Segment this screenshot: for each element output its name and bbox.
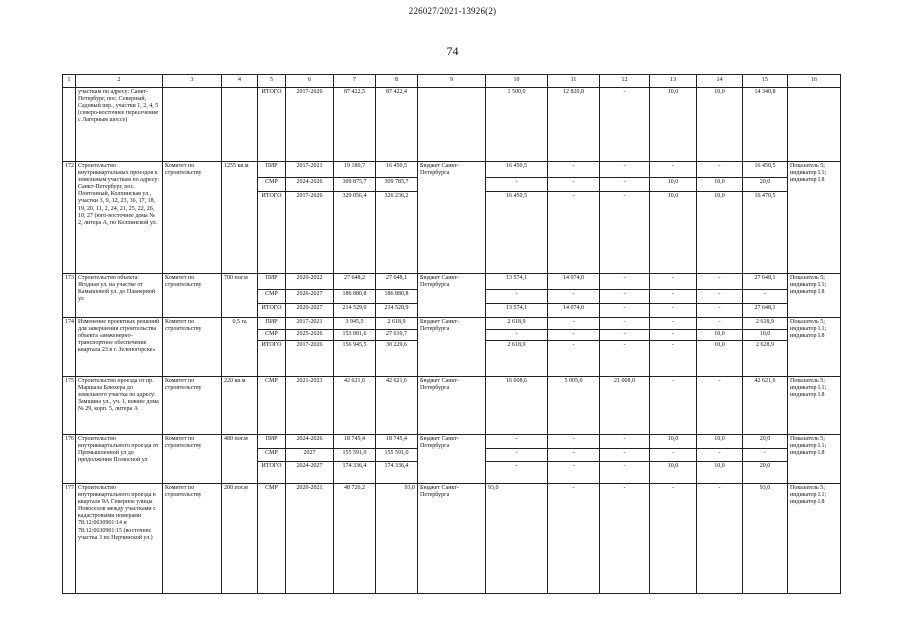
responsible-org: Комитет по строительству: [163, 435, 222, 484]
estimated-cost: 153 001,6: [334, 330, 376, 341]
cell-value: 10,0: [743, 330, 788, 341]
period: 2017-2026: [286, 88, 334, 162]
cell-value: 14 074,0: [548, 274, 600, 290]
cell-value: -: [650, 162, 697, 178]
funding-source: Бюджет Санкт-Петербурга: [418, 162, 486, 274]
cell-value: 20,0: [743, 435, 788, 449]
table-row: [63, 377, 841, 435]
funding-source: Бюджет Санкт-Петербурга: [418, 435, 486, 484]
program-table: [62, 74, 841, 594]
period: 2024-2026: [286, 435, 334, 449]
remaining-cost: 30 229,6: [376, 341, 418, 377]
cell-value: 10,0: [697, 341, 743, 377]
capacity: 1255 кв.м: [222, 162, 258, 274]
estimated-cost: 3 945,5: [334, 318, 376, 330]
period: 2024-2027: [286, 462, 334, 484]
cell-value: -: [697, 484, 743, 594]
indicator: Показатель 5; индикатор I.1; индикатор I.8: [788, 435, 841, 484]
funding-source: Бюджет Санкт-Петербурга: [418, 377, 486, 435]
period: 2026-2027: [286, 290, 334, 304]
indicator: Показатель 5; индикатор I.1; индикатор I.8: [788, 484, 841, 594]
row-number: 172: [63, 162, 76, 274]
remaining-cost: 309 785,7: [376, 178, 418, 192]
cell-value: -: [486, 435, 548, 449]
work-type: СМР: [258, 290, 286, 304]
remaining-cost: 174 336,4: [376, 462, 418, 484]
estimated-cost: 19 180,7: [334, 162, 376, 178]
estimated-cost: 48 726,2: [334, 484, 376, 594]
remaining-cost: 93,0: [376, 484, 418, 594]
cell-value: 10,0: [697, 192, 743, 274]
column-number: 11: [548, 75, 600, 88]
table-row: [63, 88, 841, 162]
period: 2024-2026: [286, 178, 334, 192]
work-type: ИТОГО: [258, 88, 286, 162]
period: 2021-2023: [286, 377, 334, 435]
column-number: 5: [258, 75, 286, 88]
column-number: 13: [650, 75, 697, 88]
work-type: ПИР: [258, 318, 286, 330]
cell-value: -: [600, 178, 650, 192]
remaining-cost: 186 880,8: [376, 290, 418, 304]
cell-value: -: [600, 274, 650, 290]
indicator: Показатель 5; индикатор I.1; индикатор I.8: [788, 318, 841, 377]
object-name: Строительство внутриквартального проезда в квартале 9А Северное улицы Новоселов между участками с кадастровыми номерами 78:12:0630901:14 и 78:12:0630901:15 (восточнее участка 3 по Нерчинской ул.): [76, 484, 163, 594]
estimated-cost: 18 745,4: [334, 435, 376, 449]
column-number: 16: [788, 75, 841, 88]
work-type: ИТОГО: [258, 341, 286, 377]
funding-source: Бюджет Санкт-Петербурга: [418, 274, 486, 318]
row-number: 175: [63, 377, 76, 435]
object-name: Строительство внутриквартального проезда от Промышленной ул до продолжения Полюсной ул: [76, 435, 163, 484]
responsible-org: Комитет по строительству: [163, 377, 222, 435]
table-row: [63, 435, 841, 449]
object-name: Строительство объекта: Ягодная ул. на участке от Камышовой ул. до Планерной ул: [76, 274, 163, 318]
column-number: 15: [743, 75, 788, 88]
period: 2020-2021: [286, 484, 334, 594]
estimated-cost: 174 336,4: [334, 462, 376, 484]
period: 2017-2021: [286, 318, 334, 330]
cell-value: -: [486, 330, 548, 341]
cell-value: 5 005,0: [548, 377, 600, 435]
cell-value: -: [650, 330, 697, 341]
cell-value: 2 618,9: [486, 318, 548, 330]
cell-value: -: [743, 449, 788, 462]
work-type: ПИР: [258, 162, 286, 178]
object-name: участкам по адресу: Санкт-Петербург, пос. Северный, Садовый пер., участки 1, 2, 4, 5 (северо-восточнее пересечения с Лагерным шоссе): [76, 88, 163, 162]
cell-value: -: [486, 449, 548, 462]
column-number: 7: [334, 75, 376, 88]
cell-value: 10,0: [650, 178, 697, 192]
funding-source: Бюджет Санкт-Петербурга: [418, 318, 486, 377]
work-type: ИТОГО: [258, 304, 286, 318]
cell-value: -: [600, 162, 650, 178]
cell-value: 10,0: [650, 192, 697, 274]
cell-value: 21 008,0: [600, 377, 650, 435]
responsible-org: Комитет по строительству: [163, 274, 222, 318]
cell-value: -: [697, 377, 743, 435]
estimated-cost: 329 056,4: [334, 192, 376, 274]
cell-value: -: [486, 462, 548, 484]
column-number: 12: [600, 75, 650, 88]
period: 2017-2026: [286, 192, 334, 274]
cell-value: -: [600, 484, 650, 594]
estimated-cost: 309 875,7: [334, 178, 376, 192]
row-number: 177: [63, 484, 76, 594]
capacity: 480 пог.м: [222, 435, 258, 484]
cell-value: -: [743, 290, 788, 304]
cell-value: -: [650, 318, 697, 330]
row-number: 176: [63, 435, 76, 484]
remaining-cost: 2 618,9: [376, 318, 418, 330]
table-row: [63, 484, 841, 594]
cell-value: 10,0: [697, 178, 743, 192]
cell-value: 16 470,5: [743, 192, 788, 274]
column-number: 4: [222, 75, 258, 88]
cell-value: -: [650, 274, 697, 290]
column-number: 3: [163, 75, 222, 88]
remaining-cost: 214 528,9: [376, 304, 418, 318]
cell-value: -: [548, 178, 600, 192]
column-number: 6: [286, 75, 334, 88]
cell-value: -: [548, 462, 600, 484]
remaining-cost: 155 591,0: [376, 449, 418, 462]
cell-value: -: [548, 162, 600, 178]
period: 2027: [286, 449, 334, 462]
cell-value: -: [697, 304, 743, 318]
cell-value: -: [650, 484, 697, 594]
remaining-cost: 18 745,4: [376, 435, 418, 449]
column-number: 8: [376, 75, 418, 88]
cell-value: 2 618,9: [486, 341, 548, 377]
cell-value: -: [600, 341, 650, 377]
work-type: ПИР: [258, 435, 286, 449]
responsible-org: Комитет по строительству: [163, 318, 222, 377]
object-name: Строительство проезда от пр. Маршала Блюхера до земельного участка по адресу: Замшина ул., уч. 1, южнее дома № 29, корп. 5, литера А: [76, 377, 163, 435]
estimated-cost: 156 945,5: [334, 341, 376, 377]
cell-value: 10,0: [650, 435, 697, 449]
period: 2017-2026: [286, 341, 334, 377]
capacity: 0,5 га: [222, 318, 258, 377]
cell-value: 20,0: [743, 462, 788, 484]
remaining-cost: 27 648,1: [376, 274, 418, 290]
cell-value: 14 074,0: [548, 304, 600, 318]
cell-value: -: [650, 377, 697, 435]
cell-value: -: [600, 330, 650, 341]
column-number: 14: [697, 75, 743, 88]
cell-value: 10,0: [697, 88, 743, 162]
cell-value: -: [486, 290, 548, 304]
remaining-cost: 87 422,4: [376, 88, 418, 162]
work-type: СМР: [258, 377, 286, 435]
cell-value: -: [600, 318, 650, 330]
column-number: 1: [63, 75, 76, 88]
cell-value: -: [548, 318, 600, 330]
cell-value: 12 820,8: [548, 88, 600, 162]
work-type: ИТОГО: [258, 192, 286, 274]
cell-value: -: [600, 462, 650, 484]
capacity: 700 пог.м: [222, 274, 258, 318]
estimated-cost: 27 648,2: [334, 274, 376, 290]
cell-value: 10,0: [697, 462, 743, 484]
remaining-cost: 27 610,7: [376, 330, 418, 341]
work-type: СМР: [258, 330, 286, 341]
estimated-cost: 214 529,0: [334, 304, 376, 318]
cell-value: 13 574,1: [486, 304, 548, 318]
cell-value: 10,0: [650, 88, 697, 162]
period: 2020-2022: [286, 274, 334, 290]
cell-value: 42 621,6: [743, 377, 788, 435]
cell-value: 2 628,9: [743, 341, 788, 377]
cell-value: 13 574,1: [486, 274, 548, 290]
work-type: ПИР: [258, 274, 286, 290]
table-row: [63, 274, 841, 290]
cell-value: -: [600, 290, 650, 304]
remaining-cost: 42 621,6: [376, 377, 418, 435]
column-number: 10: [486, 75, 548, 88]
cell-value: 1 500,0: [486, 88, 548, 162]
cell-value: 27 648,1: [743, 304, 788, 318]
document-number: 226027/2021-13926(2): [408, 6, 497, 16]
cell-value: -: [548, 341, 600, 377]
column-number: 2: [76, 75, 163, 88]
object-name: Строительство внутриквартальных проездов к земельным участкам по адресу: Санкт-Петербург, пос. Понтонный, Колпинская ул., участки 3, 9, 12, 23, 36, 17, 18, 19, 20, 11, 2, 24, 21, 25, 22, 26, 10, 27 (юго-восточнее дома № 2, литера А, по Колпинской ул.: [76, 162, 163, 274]
cell-value: -: [697, 449, 743, 462]
cell-value: 2 618,9: [743, 318, 788, 330]
table-row: [63, 162, 841, 178]
responsible-org: Комитет по строительству: [163, 162, 222, 274]
remaining-cost: 16 450,5: [376, 162, 418, 178]
capacity: 200 пог.м: [222, 484, 258, 594]
funding-source: Бюджет Санкт-Петербурга: [418, 484, 486, 594]
object-name: Изменение проектных решений для завершения строительства объекта «инженерно-транспортное обеспечение квартала 23 в г. Зеленогорске»: [76, 318, 163, 377]
responsible-org: Комитет по строительству: [163, 484, 222, 594]
cell-value: 10,0: [697, 435, 743, 449]
cell-value: -: [600, 304, 650, 318]
cell-value: 93,0: [486, 484, 548, 594]
cell-value: 20,0: [743, 178, 788, 192]
cell-value: -: [548, 484, 600, 594]
cell-value: 10,0: [697, 330, 743, 341]
column-number: 9: [418, 75, 486, 88]
work-type: ИТОГО: [258, 462, 286, 484]
indicator: Показатель 5; индикатор I.1; индикатор I.8: [788, 377, 841, 435]
cell-value: -: [650, 304, 697, 318]
indicator: Показатель 5; индикатор I.1; индикатор I.8: [788, 162, 841, 274]
column-number-row: [63, 75, 841, 88]
cell-value: -: [697, 318, 743, 330]
work-type: СМР: [258, 484, 286, 594]
capacity: 220 кв.м: [222, 377, 258, 435]
work-type: СМР: [258, 449, 286, 462]
cell-value: -: [486, 178, 548, 192]
remaining-cost: 326 236,2: [376, 192, 418, 274]
page-number: 74: [446, 44, 459, 58]
cell-value: -: [548, 435, 600, 449]
cell-value: -: [548, 330, 600, 341]
cell-value: -: [650, 449, 697, 462]
cell-value: 16 608,6: [486, 377, 548, 435]
indicator: Показатель 5; индикатор I.1; индикатор I.8: [788, 274, 841, 318]
table-row: [63, 318, 841, 330]
estimated-cost: 186 880,8: [334, 290, 376, 304]
cell-value: 16 450,5: [486, 192, 548, 274]
estimated-cost: 42 621,6: [334, 377, 376, 435]
cell-value: -: [600, 449, 650, 462]
cell-value: -: [548, 192, 600, 274]
work-type: СМР: [258, 178, 286, 192]
cell-value: 10,0: [650, 462, 697, 484]
cell-value: -: [650, 290, 697, 304]
cell-value: 16 450,5: [743, 162, 788, 178]
cell-value: -: [600, 435, 650, 449]
cell-value: -: [697, 290, 743, 304]
row-number: 174: [63, 318, 76, 377]
estimated-cost: 155 591,0: [334, 449, 376, 462]
row-number: 173: [63, 274, 76, 318]
cell-value: -: [697, 162, 743, 178]
cell-value: 27 648,1: [743, 274, 788, 290]
cell-value: -: [600, 192, 650, 274]
cell-value: -: [650, 341, 697, 377]
cell-value: -: [697, 274, 743, 290]
cell-value: -: [548, 449, 600, 462]
cell-value: 93,0: [743, 484, 788, 594]
period: 2020-2027: [286, 304, 334, 318]
cell-value: -: [548, 290, 600, 304]
period: 2025-2026: [286, 330, 334, 341]
cell-value: 16 450,5: [486, 162, 548, 178]
cell-value: -: [600, 88, 650, 162]
estimated-cost: 87 422,5: [334, 88, 376, 162]
period: 2017-2021: [286, 162, 334, 178]
cell-value: 14 340,8: [743, 88, 788, 162]
